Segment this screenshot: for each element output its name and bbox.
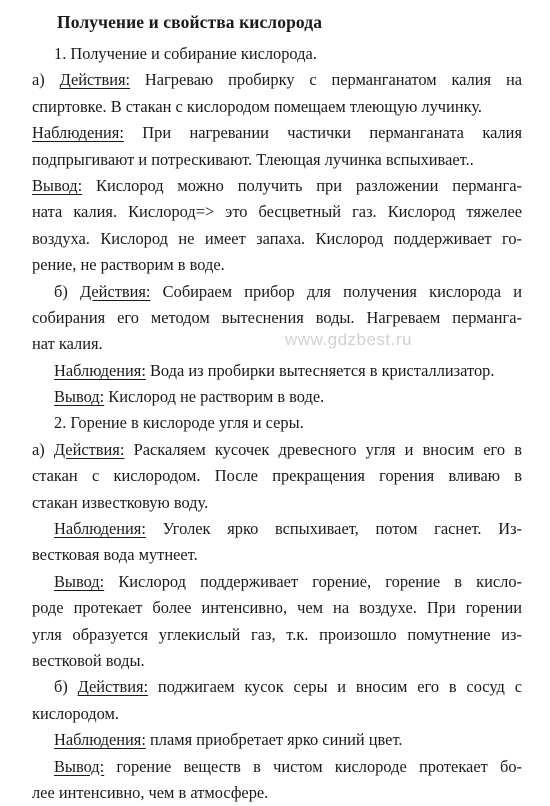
text-line	[32, 754, 522, 780]
section-label: Действия:	[77, 677, 149, 697]
line-text: Кислород можно получить при разложении перманга-	[82, 175, 522, 195]
text-line	[32, 331, 522, 357]
section-label: Вывод:	[54, 571, 105, 591]
text-line	[32, 226, 522, 252]
section-label: Вывод:	[54, 387, 105, 407]
text-line	[32, 199, 522, 225]
text-line	[32, 94, 522, 120]
section-label: Наблюдения:	[54, 519, 146, 539]
line-text: роде протекает более интенсивно, чем на воздухе. При горении	[32, 598, 522, 618]
section-label: Вывод:	[54, 756, 105, 776]
line-text: вестковой воды.	[32, 650, 145, 670]
line-text: пламя приобретает ярко синий цвет.	[145, 730, 403, 750]
text-line	[32, 384, 522, 410]
text-line	[32, 410, 522, 436]
line-text: поджигаем кусок серы и вносим его в сосуд с	[148, 677, 522, 697]
text-line	[32, 648, 522, 674]
line-text: стакан известковую воду.	[32, 492, 209, 512]
line-text: подпрыгивают и потрескивают. Тлеющая лучинка вспыхивает..	[32, 149, 474, 169]
watermark: www.gdzbest.ru	[285, 330, 412, 349]
text-line	[32, 622, 522, 648]
section-label: Наблюдения:	[32, 123, 124, 143]
text-line	[32, 437, 522, 463]
text-line	[32, 490, 522, 516]
line-text: лее интенсивно, чем в атмосфере.	[32, 782, 269, 802]
line-text: ната калия. Кислород=> это бесцветный газ. Кислород тяжелее	[32, 202, 522, 222]
text-line	[32, 41, 522, 67]
text-line	[32, 595, 522, 621]
line-text: а)	[32, 439, 54, 459]
line-text: стакан с кислородом. После прекращения горения вливаю в	[32, 466, 522, 486]
text-line	[32, 120, 522, 146]
text-line	[32, 542, 522, 568]
text-line	[32, 780, 522, 806]
line-text: угля образуется углекислый газ, т.к. произошло помутнение из-	[32, 624, 522, 644]
text-line	[32, 701, 522, 727]
text-line	[32, 516, 522, 542]
text-line	[32, 147, 522, 173]
text-line	[32, 279, 522, 305]
line-text: б)	[54, 677, 78, 697]
line-text: рение, не растворим в воде.	[32, 255, 225, 275]
line-text: Собираем прибор для получения кислорода и	[150, 281, 522, 301]
line-text: Нагреваю пробирку с перманганатом калия на	[130, 70, 522, 90]
section-label: Действия:	[80, 281, 151, 301]
page-title: Получение и свойства кислорода	[57, 12, 323, 32]
line-text: кислородом.	[32, 703, 119, 723]
line-text: вестковая вода мутнеет.	[32, 545, 198, 565]
text-line	[32, 305, 522, 331]
line-text: собирания его методом вытеснения воды. Нагреваем перманга-	[32, 307, 522, 327]
line-text: При нагревании частички перманганата калия	[123, 123, 522, 143]
section-label: Вывод:	[32, 175, 83, 195]
line-text: Вода из пробирки вытесняется в кристаллизатор.	[145, 360, 495, 380]
line-text: нат калия.	[32, 334, 103, 354]
line-text: горение веществ в чистом кислороде протекает бо-	[104, 756, 522, 776]
line-text: 1. Получение и собирание кислорода.	[54, 44, 317, 63]
section-label: Наблюдения:	[54, 730, 146, 750]
text-line	[32, 674, 522, 700]
text-line	[32, 727, 522, 753]
text-line	[32, 569, 522, 595]
text-line	[32, 463, 522, 489]
line-text: Уголек ярко вспыхивает, потом гаснет. Из-	[145, 519, 522, 539]
text-line	[32, 252, 522, 278]
line-text: спиртовке. В стакан с кислородом помещаем тлеющую лучинку.	[32, 96, 482, 116]
line-text: Кислород поддерживает горение, горение в кисло-	[104, 571, 522, 591]
section-label: Действия:	[53, 439, 125, 459]
line-text: воздуха. Кислород не имеет запаха. Кислород поддерживает го-	[32, 228, 522, 248]
text-line	[32, 358, 522, 384]
text-line	[32, 173, 522, 199]
line-text: 2. Горение в кислороде угля и серы.	[54, 413, 304, 433]
text-line	[32, 67, 522, 93]
document-body	[32, 41, 522, 806]
line-text: Раскаляем кусочек древесного угля и вносим его в	[124, 439, 522, 459]
section-label: Действия:	[59, 70, 131, 90]
section-label: Наблюдения:	[54, 360, 146, 380]
line-text: б)	[54, 281, 81, 301]
line-text: а)	[32, 70, 60, 90]
line-text: Кислород не растворим в воде.	[104, 387, 325, 407]
